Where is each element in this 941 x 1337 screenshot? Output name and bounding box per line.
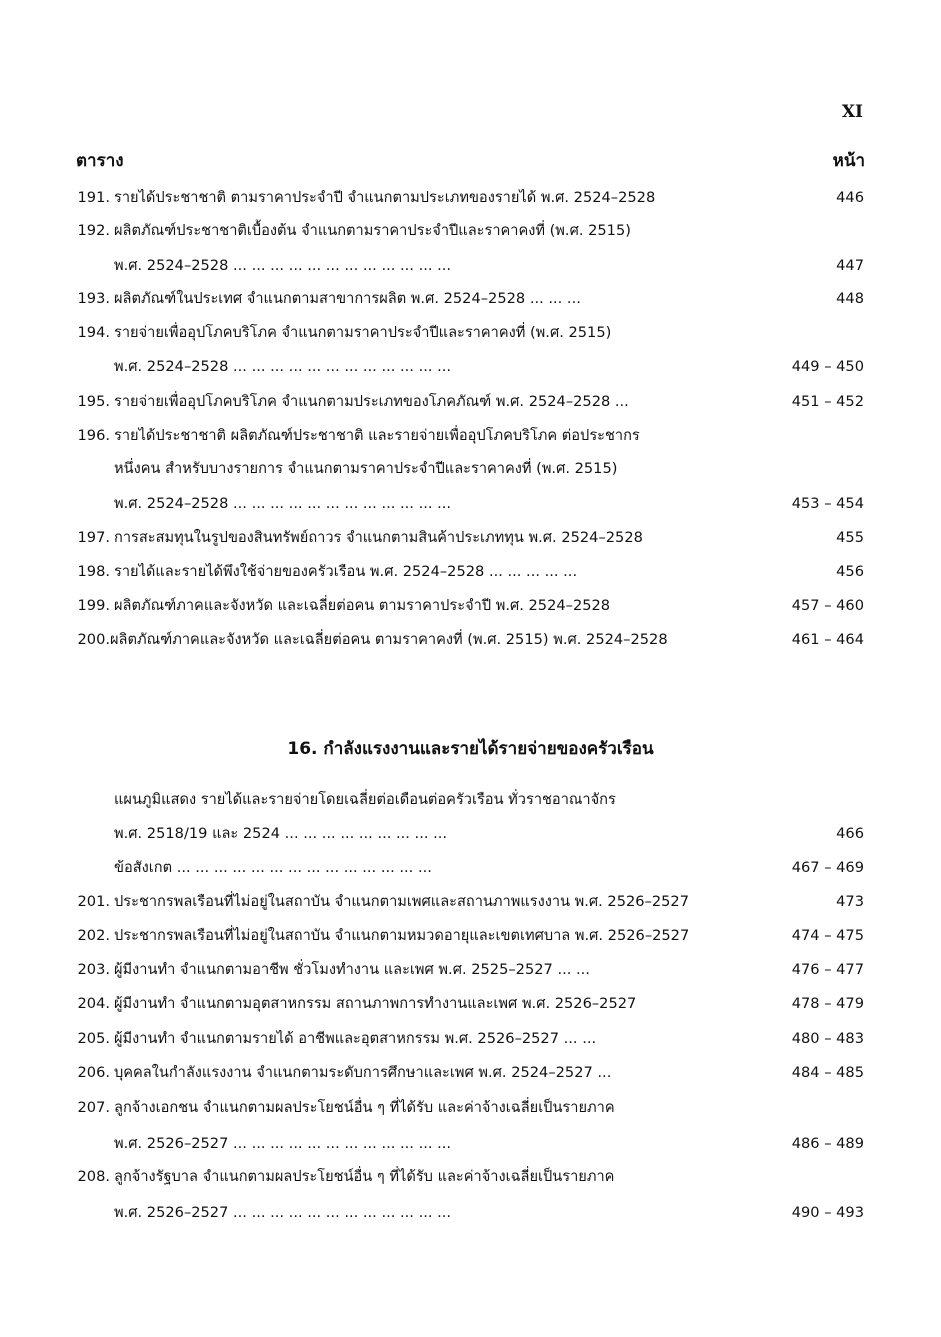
toc-entry-page: 448 — [836, 290, 864, 307]
toc-entry-title: ประชากรพลเรือนที่ไม่อยู่ในสถาบัน จำแนกตามเพศและสถานภาพแรงงาน พ.ศ. 2526–2527 — [114, 893, 690, 910]
toc-entry-title: ผลิตภัณฑ์ภาคและจังหวัด และเฉลี่ยต่อคน ตามราคาคงที่ (พ.ศ. 2515) พ.ศ. 2524–2528 — [110, 631, 668, 648]
toc-entry-number: 196. — [77, 427, 110, 444]
toc-entry-page: 466 — [836, 825, 864, 842]
toc-entry-title: พ.ศ. 2524–2528 ... ... ... ... ... ... ... ... ... ... ... ... — [114, 358, 452, 375]
toc-entry-page: 456 — [836, 563, 864, 580]
toc-entry-page: 446 — [836, 189, 864, 206]
toc-entry-number: 195. — [77, 393, 110, 410]
toc-entry-page: 457 – 460 — [791, 597, 864, 614]
toc-entry-title: รายจ่ายเพื่ออุปโภคบริโภค จำแนกตามราคาประจำปีและราคาคงที่ (พ.ศ. 2515) — [114, 324, 612, 341]
toc-entry-title: การสะสมทุนในรูปของสินทรัพย์ถาวร จำแนกตามสินค้าประเภททุน พ.ศ. 2524–2528 — [114, 529, 643, 546]
toc-entry-title: ประชากรพลเรือนที่ไม่อยู่ในสถาบัน จำแนกตามหมวดอายุและเขตเทศบาล พ.ศ. 2526–2527 — [114, 927, 690, 944]
toc-entry-title: ผลิตภัณฑ์ภาคและจังหวัด และเฉลี่ยต่อคน ตามราคาประจำปี พ.ศ. 2524–2528 — [114, 597, 611, 614]
toc-entry-title: พ.ศ. 2524–2528 ... ... ... ... ... ... ... ... ... ... ... ... — [114, 257, 452, 274]
toc-entry-title: ผู้มีงานทำ จำแนกตามรายได้ อาชีพและอุตสาหกรรม พ.ศ. 2526–2527 ... ... — [114, 1030, 597, 1047]
toc-entry-title: พ.ศ. 2524–2528 ... ... ... ... ... ... ... ... ... ... ... ... — [114, 495, 452, 512]
toc-entry-title: ลูกจ้างรัฐบาล จำแนกตามผลประโยชน์อื่น ๆ ที่ได้รับ และค่าจ้างเฉลี่ยเป็นรายภาค — [114, 1168, 615, 1185]
toc-entry-number: 207. — [77, 1099, 110, 1116]
toc-entry-number: 199. — [77, 597, 110, 614]
toc-entry-number: 201. — [77, 893, 110, 910]
toc-entry-page: 447 — [836, 257, 864, 274]
toc-entry-title: หนึ่งคน สำหรับบางรายการ จำแนกตามราคาประจำปีและราคาคงที่ (พ.ศ. 2515) — [114, 460, 618, 477]
toc-entry-page: 453 – 454 — [791, 495, 864, 512]
toc-entry-title: ข้อสังเกต ... ... ... ... ... ... ... ... ... ... ... ... ... ... — [114, 859, 432, 876]
toc-entry-title: ผลิตภัณฑ์ในประเทศ จำแนกตามสาขาการผลิต พ.ศ. 2524–2528 ... ... ... — [114, 290, 581, 307]
toc-entry-page: 467 – 469 — [791, 859, 864, 876]
toc-entry-number: 192. — [77, 222, 110, 239]
toc-entry-number: 205. — [77, 1030, 110, 1047]
toc-entry-title: ผลิตภัณฑ์ประชาชาติเบื้องต้น จำแนกตามราคาประจำปีและราคาคงที่ (พ.ศ. 2515) — [114, 222, 631, 239]
toc-entry-title: รายได้และรายได้พึงใช้จ่ายของครัวเรือน พ.ศ. 2524–2528 ... ... ... ... ... — [114, 563, 578, 580]
toc-entry-number: 202. — [77, 927, 110, 944]
toc-entry-number: 194. — [77, 324, 110, 341]
toc-entry-title: ผู้มีงานทำ จำแนกตามอุตสาหกรรม สถานภาพการทำงานและเพศ พ.ศ. 2526–2527 — [114, 995, 637, 1012]
table-column-header: ตาราง — [76, 151, 124, 171]
toc-entry-title: พ.ศ. 2526–2527 ... ... ... ... ... ... ... ... ... ... ... ... — [114, 1204, 452, 1221]
toc-entry-title: รายได้ประชาชาติ ผลิตภัณฑ์ประชาชาติ และรายจ่ายเพื่ออุปโภคบริโภค ต่อประชากร — [114, 427, 640, 444]
toc-entry-number: 200. — [77, 631, 110, 648]
toc-entry-page: 476 – 477 — [791, 961, 864, 978]
toc-entry-page: 490 – 493 — [791, 1204, 864, 1221]
toc-entry-title: แผนภูมิแสดง รายได้และรายจ่ายโดยเฉลี่ยต่อเดือนต่อครัวเรือน ทั่วราชอาณาจักร — [114, 791, 616, 808]
toc-entry-page: 484 – 485 — [791, 1064, 864, 1081]
toc-entry-number: 206. — [77, 1064, 110, 1081]
toc-entry-number: 193. — [77, 290, 110, 307]
toc-entry-title: บุคคลในกำลังแรงงาน จำแนกตามระดับการศึกษาและเพศ พ.ศ. 2524–2527 ... — [114, 1064, 612, 1081]
toc-entry-page: 473 — [836, 893, 864, 910]
toc-entry-title: พ.ศ. 2518/19 และ 2524 ... ... ... ... ... ... ... ... ... — [114, 825, 448, 842]
toc-entry-page: 451 – 452 — [791, 393, 864, 410]
toc-entry-title: รายได้ประชาชาติ ตามราคาประจำปี จำแนกตามประเภทของรายได้ พ.ศ. 2524–2528 — [114, 189, 656, 206]
toc-entry-page: 449 – 450 — [791, 358, 864, 375]
toc-entry-number: 208. — [77, 1168, 110, 1185]
toc-entry-page: 474 – 475 — [791, 927, 864, 944]
toc-entry-title: ผู้มีงานทำ จำแนกตามอาชีพ ชั่วโมงทำงาน และเพศ พ.ศ. 2525–2527 ... ... — [114, 961, 590, 978]
toc-entry-number: 203. — [77, 961, 110, 978]
section-title: 16. กำลังแรงงานและรายได้รายจ่ายของครัวเรือน — [287, 739, 654, 759]
toc-entry-page: 455 — [836, 529, 864, 546]
toc-entry-page: 461 – 464 — [791, 631, 864, 648]
toc-entry-number: 198. — [77, 563, 110, 580]
page-column-header: หน้า — [832, 151, 865, 171]
toc-entry-title: พ.ศ. 2526–2527 ... ... ... ... ... ... ... ... ... ... ... ... — [114, 1135, 452, 1152]
page-number: XI — [841, 102, 863, 122]
toc-entry-number: 191. — [77, 189, 110, 206]
toc-entry-number: 204. — [77, 995, 110, 1012]
toc-entry-title: ลูกจ้างเอกชน จำแนกตามผลประโยชน์อื่น ๆ ที่ได้รับ และค่าจ้างเฉลี่ยเป็นรายภาค — [114, 1099, 615, 1116]
toc-entry-page: 486 – 489 — [791, 1135, 864, 1152]
toc-entry-page: 480 – 483 — [791, 1030, 864, 1047]
toc-entry-number: 197. — [77, 529, 110, 546]
toc-entry-page: 478 – 479 — [791, 995, 864, 1012]
toc-entry-title: รายจ่ายเพื่ออุปโภคบริโภค จำแนกตามประเภทของโภคภัณฑ์ พ.ศ. 2524–2528 ... — [114, 393, 629, 410]
